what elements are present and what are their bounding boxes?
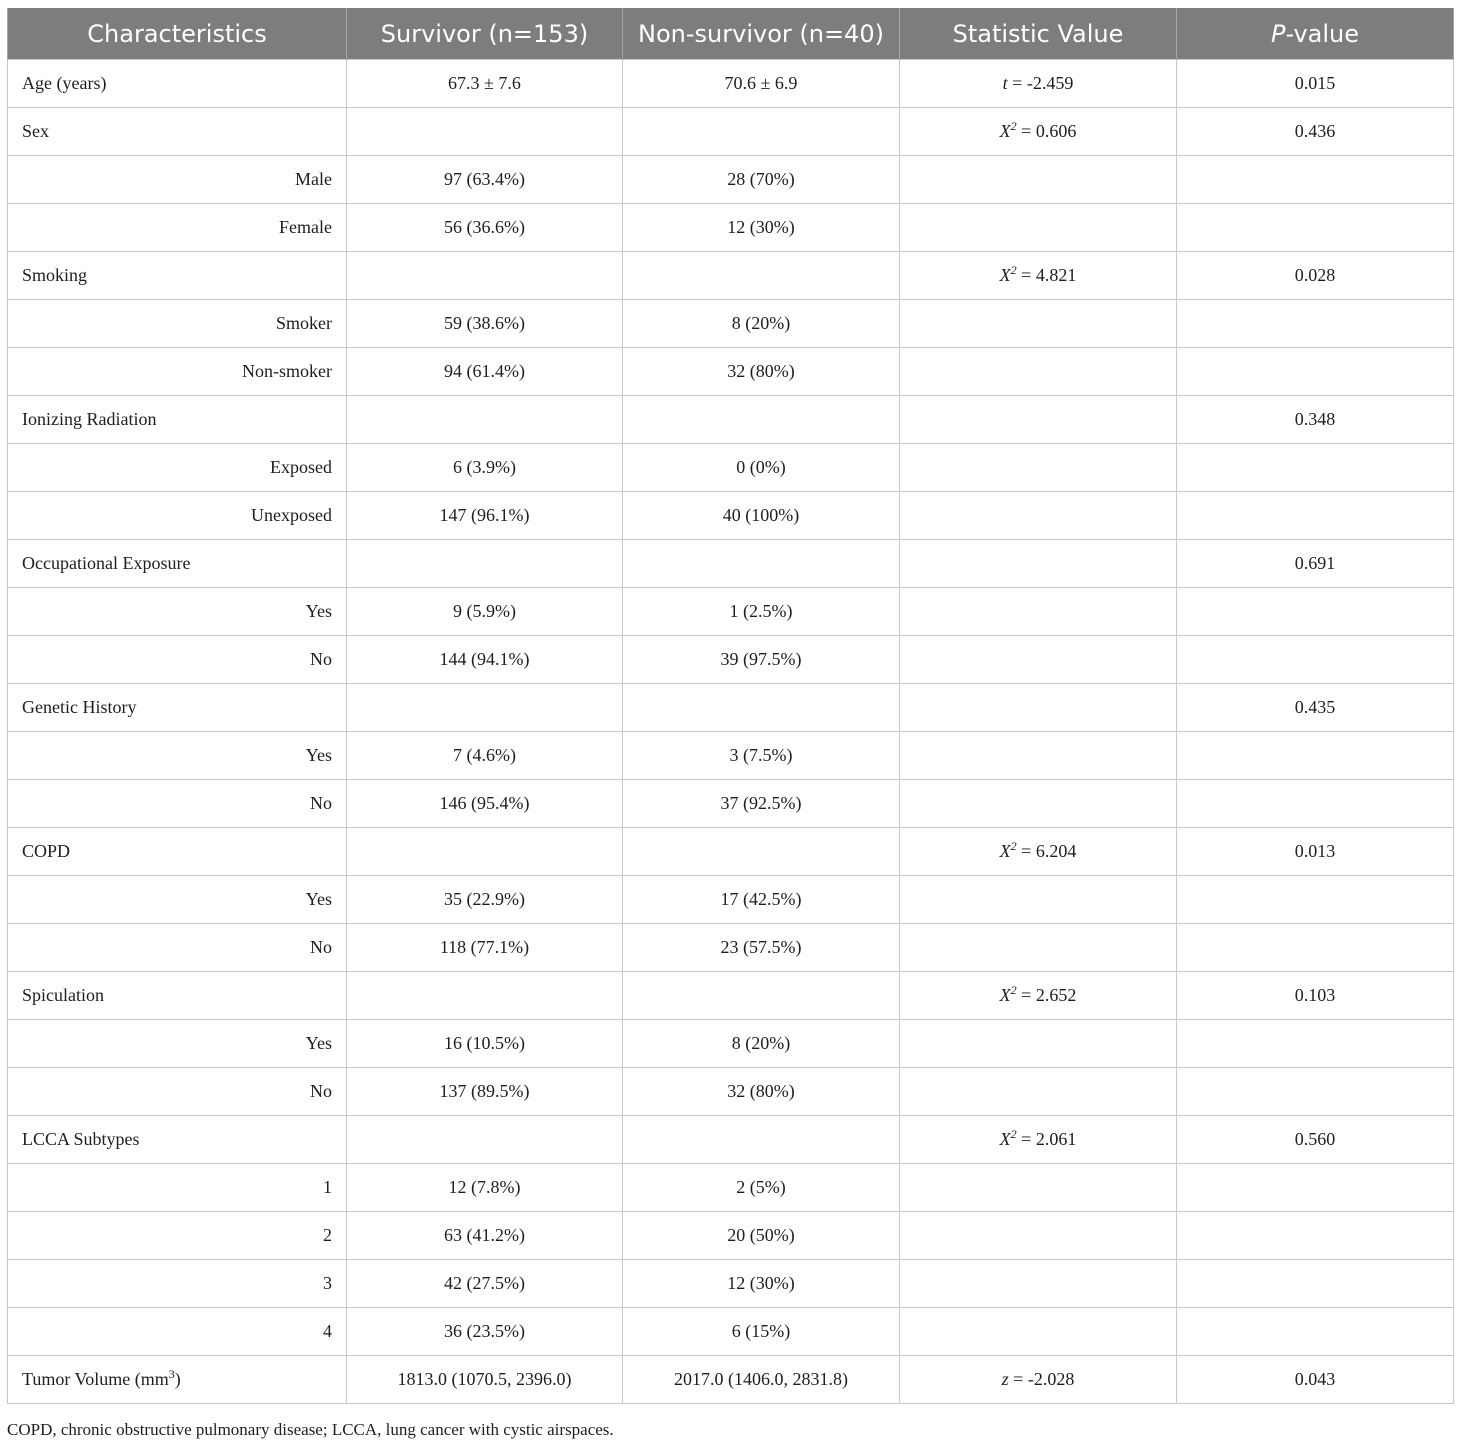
cell-survivor: 59 (38.6%)	[347, 300, 623, 348]
cell-non-survivor	[623, 540, 900, 588]
stat-value: = 0.606	[1016, 121, 1077, 141]
header-survivor: Survivor (n=153)	[347, 8, 623, 60]
row-label: Genetic History	[8, 684, 347, 732]
stat-value: = -2.459	[1007, 73, 1074, 93]
cell-p-value	[1177, 300, 1454, 348]
cell-non-survivor: 8 (20%)	[623, 1020, 900, 1068]
table-row	[8, 780, 1454, 828]
cell-non-survivor: 0 (0%)	[623, 444, 900, 492]
row-label: No	[8, 780, 347, 828]
cell-p-value: 0.691	[1177, 540, 1454, 588]
stat-superscript: 2	[1010, 983, 1017, 997]
table-row	[8, 492, 1454, 540]
cell-non-survivor: 3 (7.5%)	[623, 732, 900, 780]
header-p-italic: P	[1270, 19, 1286, 48]
cell-non-survivor: 28 (70%)	[623, 156, 900, 204]
cell-survivor: 67.3 ± 7.6	[347, 60, 623, 108]
table-row	[8, 1116, 1454, 1164]
cell-statistic	[900, 1068, 1177, 1116]
table-row	[8, 204, 1454, 252]
cell-non-survivor: 40 (100%)	[623, 492, 900, 540]
stat-symbol: X	[999, 265, 1011, 285]
cell-statistic	[900, 1164, 1177, 1212]
table-row	[8, 60, 1454, 108]
cell-non-survivor	[623, 108, 900, 156]
row-label: No	[8, 1068, 347, 1116]
cell-non-survivor: 39 (97.5%)	[623, 636, 900, 684]
table-row	[8, 972, 1454, 1020]
header-p-value	[1177, 8, 1454, 60]
table-footnote: COPD, chronic obstructive pulmonary disease; LCCA, lung cancer with cystic airspaces.	[7, 1420, 614, 1439]
cell-non-survivor	[623, 828, 900, 876]
cell-statistic	[900, 300, 1177, 348]
table-row	[8, 924, 1454, 972]
cell-survivor: 12 (7.8%)	[347, 1164, 623, 1212]
row-label: Sex	[8, 108, 347, 156]
cell-statistic	[900, 636, 1177, 684]
cell-p-value: 0.013	[1177, 828, 1454, 876]
cell-p-value	[1177, 732, 1454, 780]
cell-statistic	[900, 1116, 1177, 1164]
cell-non-survivor: 23 (57.5%)	[623, 924, 900, 972]
stat-symbol: z	[1001, 1369, 1009, 1389]
header-characteristics: Characteristics	[8, 8, 347, 60]
cell-p-value	[1177, 1020, 1454, 1068]
cell-p-value	[1177, 1260, 1454, 1308]
cell-statistic	[900, 876, 1177, 924]
table-row	[8, 828, 1454, 876]
cell-statistic	[900, 1308, 1177, 1356]
cell-p-value: 0.348	[1177, 396, 1454, 444]
cell-non-survivor: 32 (80%)	[623, 348, 900, 396]
cell-p-value	[1177, 780, 1454, 828]
row-label: Unexposed	[8, 492, 347, 540]
cell-p-value	[1177, 636, 1454, 684]
cell-statistic	[900, 1356, 1177, 1404]
header-non-survivor: Non-survivor (n=40)	[623, 8, 900, 60]
cell-statistic	[900, 444, 1177, 492]
cell-p-value: 0.435	[1177, 684, 1454, 732]
cell-p-value	[1177, 348, 1454, 396]
cell-p-value	[1177, 1212, 1454, 1260]
cell-survivor: 118 (77.1%)	[347, 924, 623, 972]
cell-statistic	[900, 1020, 1177, 1068]
row-label: Smoker	[8, 300, 347, 348]
cell-survivor	[347, 684, 623, 732]
stat-value: = -2.028	[1008, 1369, 1075, 1389]
cell-statistic	[900, 1212, 1177, 1260]
stat-value: = 2.061	[1016, 1129, 1077, 1149]
stat-symbol: t	[1002, 73, 1008, 93]
table-header	[8, 8, 1454, 60]
cell-p-value	[1177, 588, 1454, 636]
cell-survivor: 36 (23.5%)	[347, 1308, 623, 1356]
cell-statistic	[900, 828, 1177, 876]
cell-non-survivor: 37 (92.5%)	[623, 780, 900, 828]
cell-p-value	[1177, 492, 1454, 540]
table-row	[8, 540, 1454, 588]
cell-survivor: 1813.0 (1070.5, 2396.0)	[347, 1356, 623, 1404]
cell-statistic	[900, 1260, 1177, 1308]
cell-non-survivor: 2017.0 (1406.0, 2831.8)	[623, 1356, 900, 1404]
header-statistic-value: Statistic Value	[900, 8, 1177, 60]
row-label: Yes	[8, 876, 347, 924]
row-label: Ionizing Radiation	[8, 396, 347, 444]
table-row	[8, 732, 1454, 780]
row-label: No	[8, 636, 347, 684]
cell-p-value: 0.015	[1177, 60, 1454, 108]
table-row	[8, 588, 1454, 636]
row-label: LCCA Subtypes	[8, 1116, 347, 1164]
cell-non-survivor: 17 (42.5%)	[623, 876, 900, 924]
cell-survivor: 144 (94.1%)	[347, 636, 623, 684]
row-label: Female	[8, 204, 347, 252]
cell-p-value	[1177, 924, 1454, 972]
row-label: Smoking	[8, 252, 347, 300]
row-label: Yes	[8, 588, 347, 636]
cell-statistic	[900, 540, 1177, 588]
cell-survivor: 56 (36.6%)	[347, 204, 623, 252]
table-row	[8, 876, 1454, 924]
stat-symbol: X	[999, 121, 1011, 141]
cell-p-value	[1177, 156, 1454, 204]
characteristics-table	[7, 8, 1454, 1404]
cell-statistic	[900, 156, 1177, 204]
table-row	[8, 300, 1454, 348]
stat-superscript: 2	[1010, 119, 1017, 133]
cell-survivor	[347, 396, 623, 444]
cell-non-survivor: 8 (20%)	[623, 300, 900, 348]
cell-survivor	[347, 1116, 623, 1164]
stat-value: = 6.204	[1016, 841, 1077, 861]
cell-statistic	[900, 252, 1177, 300]
row-label: Age (years)	[8, 60, 347, 108]
row-label: Non-smoker	[8, 348, 347, 396]
row-label: 3	[8, 1260, 347, 1308]
tumor-label-text: Tumor Volume (mm	[22, 1369, 169, 1389]
cell-p-value	[1177, 204, 1454, 252]
cell-non-survivor: 20 (50%)	[623, 1212, 900, 1260]
cell-survivor: 16 (10.5%)	[347, 1020, 623, 1068]
cell-survivor: 146 (95.4%)	[347, 780, 623, 828]
cell-non-survivor: 70.6 ± 6.9	[623, 60, 900, 108]
cell-p-value: 0.028	[1177, 252, 1454, 300]
header-p-rest: -value	[1285, 19, 1360, 48]
table-row	[8, 1260, 1454, 1308]
cell-p-value	[1177, 444, 1454, 492]
table-row	[8, 1068, 1454, 1116]
row-label: 4	[8, 1308, 347, 1356]
stat-value: = 2.652	[1016, 985, 1077, 1005]
cell-statistic	[900, 108, 1177, 156]
cell-p-value: 0.436	[1177, 108, 1454, 156]
table-row	[8, 1308, 1454, 1356]
cell-statistic	[900, 204, 1177, 252]
cell-non-survivor	[623, 396, 900, 444]
cell-statistic	[900, 396, 1177, 444]
row-label: 1	[8, 1164, 347, 1212]
cell-p-value	[1177, 1068, 1454, 1116]
cell-p-value	[1177, 1164, 1454, 1212]
cell-statistic	[900, 780, 1177, 828]
table-row	[8, 396, 1454, 444]
cell-survivor: 97 (63.4%)	[347, 156, 623, 204]
characteristics-table-container	[7, 8, 1453, 1404]
cell-statistic	[900, 492, 1177, 540]
table-row	[8, 636, 1454, 684]
cell-non-survivor: 32 (80%)	[623, 1068, 900, 1116]
cell-survivor	[347, 252, 623, 300]
tumor-label-superscript: 3	[168, 1367, 175, 1381]
cell-survivor: 9 (5.9%)	[347, 588, 623, 636]
row-label: Yes	[8, 1020, 347, 1068]
table-row	[8, 156, 1454, 204]
cell-survivor: 94 (61.4%)	[347, 348, 623, 396]
cell-survivor: 7 (4.6%)	[347, 732, 623, 780]
table-row	[8, 252, 1454, 300]
cell-survivor: 42 (27.5%)	[347, 1260, 623, 1308]
cell-statistic	[900, 348, 1177, 396]
cell-non-survivor: 12 (30%)	[623, 204, 900, 252]
cell-survivor	[347, 108, 623, 156]
stat-symbol: X	[999, 1129, 1011, 1149]
cell-survivor	[347, 828, 623, 876]
cell-survivor: 147 (96.1%)	[347, 492, 623, 540]
cell-survivor: 35 (22.9%)	[347, 876, 623, 924]
cell-survivor: 137 (89.5%)	[347, 1068, 623, 1116]
stat-symbol: X	[999, 841, 1011, 861]
cell-p-value	[1177, 876, 1454, 924]
cell-p-value: 0.103	[1177, 972, 1454, 1020]
table-row	[8, 444, 1454, 492]
cell-statistic	[900, 924, 1177, 972]
cell-survivor: 6 (3.9%)	[347, 444, 623, 492]
stat-superscript: 2	[1010, 263, 1017, 277]
cell-non-survivor: 2 (5%)	[623, 1164, 900, 1212]
cell-statistic	[900, 972, 1177, 1020]
row-label: Spiculation	[8, 972, 347, 1020]
table-row	[8, 1020, 1454, 1068]
row-label: 2	[8, 1212, 347, 1260]
table-row	[8, 684, 1454, 732]
stat-superscript: 2	[1010, 1127, 1017, 1141]
table-body	[8, 60, 1454, 1404]
cell-non-survivor: 12 (30%)	[623, 1260, 900, 1308]
cell-survivor	[347, 972, 623, 1020]
header-row	[8, 8, 1454, 60]
table-row	[8, 1164, 1454, 1212]
table-row-tumor-volume	[8, 1356, 1454, 1404]
cell-non-survivor: 6 (15%)	[623, 1308, 900, 1356]
cell-p-value	[1177, 1308, 1454, 1356]
row-label: Exposed	[8, 444, 347, 492]
cell-survivor: 63 (41.2%)	[347, 1212, 623, 1260]
stat-value: = 4.821	[1016, 265, 1077, 285]
cell-non-survivor	[623, 1116, 900, 1164]
row-label: Occupational Exposure	[8, 540, 347, 588]
table-row	[8, 1212, 1454, 1260]
tumor-label-end: )	[174, 1369, 181, 1389]
row-label: COPD	[8, 828, 347, 876]
row-label: Male	[8, 156, 347, 204]
cell-statistic	[900, 60, 1177, 108]
cell-statistic	[900, 588, 1177, 636]
row-label: Yes	[8, 732, 347, 780]
cell-survivor	[347, 540, 623, 588]
table-row	[8, 108, 1454, 156]
table-row	[8, 348, 1454, 396]
cell-non-survivor	[623, 972, 900, 1020]
stat-symbol: X	[999, 985, 1011, 1005]
cell-non-survivor	[623, 684, 900, 732]
cell-p-value: 0.043	[1177, 1356, 1454, 1404]
cell-non-survivor	[623, 252, 900, 300]
row-label: No	[8, 924, 347, 972]
cell-statistic	[900, 684, 1177, 732]
cell-p-value: 0.560	[1177, 1116, 1454, 1164]
cell-non-survivor: 1 (2.5%)	[623, 588, 900, 636]
row-label	[8, 1356, 347, 1404]
stat-superscript: 2	[1010, 839, 1017, 853]
cell-statistic	[900, 732, 1177, 780]
